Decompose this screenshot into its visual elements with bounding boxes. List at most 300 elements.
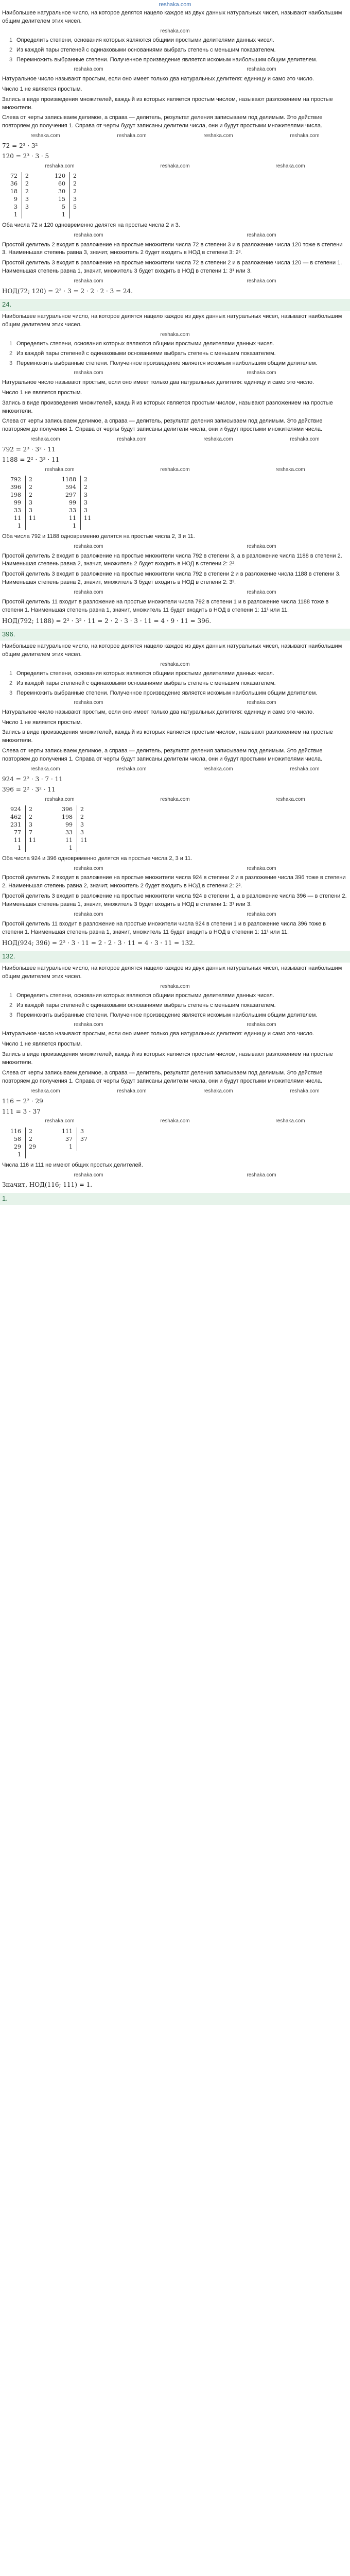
divisor-cell: 2 bbox=[77, 805, 92, 813]
watermark-text: reshaka.com bbox=[45, 1118, 75, 1124]
watermark-row bbox=[2, 865, 348, 873]
watermark-text: reshaka.com bbox=[247, 1021, 276, 1028]
watermark-text: reshaka.com bbox=[74, 1021, 103, 1028]
answer-bar: 1. bbox=[0, 1193, 350, 1205]
watermark-text: reshaka.com bbox=[275, 466, 305, 473]
watermark-text: reshaka.com bbox=[247, 370, 276, 376]
algorithm-step bbox=[9, 670, 348, 678]
watermark-text: reshaka.com bbox=[74, 544, 103, 550]
watermark-text: reshaka.com bbox=[45, 466, 75, 473]
dividend-cell: 396 bbox=[62, 806, 73, 813]
table-gap bbox=[40, 476, 58, 483]
table-row bbox=[6, 499, 95, 507]
dividend-cell: 9 bbox=[14, 196, 18, 203]
divisor-cell: 5 bbox=[70, 203, 81, 211]
table-row bbox=[6, 844, 92, 852]
analysis-paragraph: Оба числа 924 и 396 одновременно делятся на простые числа 2, 3 и 11. bbox=[2, 855, 192, 862]
factorization: 792 = 2³ · 3² · 11 bbox=[2, 445, 56, 453]
watermark-text: reshaka.com bbox=[203, 436, 233, 443]
divisor-cell: 2 bbox=[22, 188, 33, 195]
step-text: Определить степени, основания которых являются общими простыми делителями данных чисел. bbox=[16, 670, 274, 677]
empty-cell bbox=[58, 1151, 77, 1158]
watermark-text: reshaka.com bbox=[74, 1172, 103, 1178]
watermark-text: reshaka.com bbox=[247, 1172, 276, 1178]
divisor-cell bbox=[26, 522, 41, 530]
watermark-text: reshaka.com bbox=[117, 766, 147, 772]
watermark-row bbox=[2, 66, 348, 74]
step-text: Из каждой пары степеней с одинаковыми основаниями выбрать степень с меньшим показателем. bbox=[16, 350, 276, 357]
divisor-cell: 3 bbox=[26, 499, 41, 507]
watermark-text: reshaka.com bbox=[117, 133, 147, 139]
column-method: Слева от черты записываем делимое, а справа — делитель, результат деления записываем под делимым. Это действие повторяем до получения 1. Справа от черты будут записаны делители числа, они и будут простыми множителями числа. bbox=[2, 748, 323, 763]
table-gap bbox=[40, 522, 58, 530]
divisor-cell: 2 bbox=[26, 805, 41, 813]
table-row bbox=[6, 836, 92, 844]
watermark-text: reshaka.com bbox=[74, 700, 103, 706]
factorization: 116 = 2² · 29 bbox=[2, 1097, 43, 1105]
gcd-definition: Наибольшее натуральное число, на которое делятся нацело каждое из двух данных натуральных чисел, называют наибольшим общим делителем этих чисел. bbox=[2, 10, 342, 24]
watermark-row bbox=[2, 278, 348, 285]
solution-page bbox=[0, 9, 350, 1205]
answer-bar: 24. bbox=[0, 299, 350, 311]
divisor-cell bbox=[77, 1143, 92, 1151]
prime-definition: Натуральное число называют простым, если оно имеет только два натуральных делителя: единицу и само это число. bbox=[2, 75, 314, 82]
table-gap bbox=[40, 836, 58, 844]
factorization-table bbox=[6, 476, 95, 530]
dividend-cell: 116 bbox=[10, 1127, 21, 1135]
dividend-cell: 594 bbox=[65, 484, 76, 491]
dividend-cell: 1 bbox=[18, 523, 21, 530]
problem-section bbox=[2, 965, 348, 1205]
table-gap bbox=[40, 805, 58, 813]
divisor-cell: 2 bbox=[81, 483, 96, 491]
factorization-definition: Запись в виде произведения множителей, каждый из которых является простым числом, называют разложением на простые множители. bbox=[2, 1051, 333, 1066]
analysis-paragraph: Простой делитель 11 входит в разложение на простые множители числа 924 в степени 1 и в разложение числа 396 тоже в степени 1. Наименьшая степень равна 1, значит, множитель 11 будет входить в НОД в степени 1: 11¹ или 11. bbox=[2, 920, 326, 935]
table-row bbox=[6, 211, 81, 218]
watermark-text: reshaka.com bbox=[203, 133, 233, 139]
empty-cell bbox=[77, 1151, 92, 1158]
prime-definition: Натуральное число называют простым, если оно имеет только два натуральных делителя: единицу и само это число. bbox=[2, 709, 314, 715]
divisor-cell: 3 bbox=[81, 491, 96, 499]
dividend-cell: 1 bbox=[73, 523, 76, 530]
table-gap bbox=[40, 844, 58, 852]
table-gap bbox=[33, 188, 50, 195]
watermark-text: reshaka.com bbox=[160, 163, 190, 169]
divisor-cell: 3 bbox=[77, 1127, 92, 1135]
divisor-cell: 3 bbox=[22, 195, 33, 203]
dividend-cell: 1 bbox=[18, 845, 21, 851]
gcd-definition: Наибольшее натуральное число, на которое делятся нацело каждое из двух данных натуральных чисел, называют наибольшим общим делителем этих чисел. bbox=[2, 965, 342, 980]
divisor-cell: 3 bbox=[77, 821, 92, 829]
watermark-row bbox=[2, 983, 348, 991]
divisor-cell: 3 bbox=[26, 821, 41, 829]
divisor-cell: 11 bbox=[26, 514, 41, 522]
divisor-cell: 2 bbox=[26, 476, 41, 483]
step-text: Перемножить выбранные степени. Полученное произведение является искомым наибольшим общим делителем. bbox=[16, 1012, 318, 1019]
step-number: 1 bbox=[9, 341, 13, 347]
dividend-cell: 72 bbox=[10, 173, 18, 180]
analysis-paragraph: Оба числа 72 и 120 одновременно делятся на простые числа 2 и 3. bbox=[2, 222, 180, 229]
gcd-definition: Наибольшее натуральное число, на которое делятся нацело каждое из двух данных натуральных чисел, называют наибольшим общим делителем этих чисел. bbox=[2, 643, 342, 658]
watermark-text: reshaka.com bbox=[290, 436, 320, 443]
watermark-text: reshaka.com bbox=[117, 1088, 147, 1095]
watermark-text: reshaka.com bbox=[290, 133, 320, 139]
dividend-cell: 11 bbox=[65, 837, 73, 844]
divisor-cell: 2 bbox=[26, 1135, 41, 1143]
gcd-result: НОД(924; 396) = 2² · 3 · 11 = 2 · 2 · 3 · 11 = 4 · 3 · 11 = 132. bbox=[2, 939, 195, 947]
dividend-cell: 37 bbox=[65, 1135, 73, 1142]
column-method: Слева от черты записываем делимое, а справа — делитель, результат деления записываем под делимым. Это действие повторяем до получения 1. Справа от черты будут записаны делители числа, они и будут простыми множителями числа. bbox=[2, 114, 323, 129]
table-row bbox=[6, 821, 92, 829]
table-gap bbox=[40, 483, 58, 491]
table-row bbox=[6, 476, 95, 483]
algorithm-step bbox=[9, 992, 348, 1000]
step-number: 1 bbox=[9, 670, 13, 677]
table-gap bbox=[33, 195, 50, 203]
table-gap bbox=[40, 1127, 58, 1135]
watermark-text: reshaka.com bbox=[160, 1118, 190, 1124]
watermark-text: reshaka.com bbox=[203, 1088, 233, 1095]
dividend-cell: 462 bbox=[10, 814, 21, 820]
watermark-text: reshaka.com bbox=[160, 983, 190, 989]
watermark-text: reshaka.com bbox=[160, 661, 190, 667]
watermark-row bbox=[2, 661, 348, 669]
watermark-text: reshaka.com bbox=[247, 66, 276, 73]
dividend-cell: 99 bbox=[65, 821, 73, 828]
analysis-paragraph: Простой делитель 2 входит в разложение на простые множители числа 792 в степени 3, а в разложение числа 1188 в степени 2. Наименьшая степень равна 2, значит, множитель 2 будет входить в НОД в степени 2: 2². bbox=[2, 552, 342, 567]
prime-definition: Натуральное число называют простым, если оно имеет только два натуральных делителя: единицу и само это число. bbox=[2, 379, 314, 385]
watermark-row bbox=[2, 232, 348, 240]
dividend-cell: 33 bbox=[65, 829, 73, 836]
answer-bar: 132. bbox=[0, 951, 350, 963]
algorithm-step bbox=[9, 350, 348, 358]
gcd-result: Значит, НОД(116; 111) = 1. bbox=[2, 1181, 93, 1189]
prime-definition: Натуральное число называют простым, если оно имеет только два натуральных делителя: единицу и само это число. bbox=[2, 1031, 314, 1037]
watermark-row bbox=[2, 466, 348, 474]
dividend-cell: 297 bbox=[65, 492, 76, 499]
dividend-cell: 3 bbox=[14, 204, 18, 211]
divisor-cell bbox=[81, 522, 96, 530]
step-text: Из каждой пары степеней с одинаковыми основаниями выбрать степень с меньшим показателем. bbox=[16, 1002, 276, 1009]
step-number: 2 bbox=[9, 350, 13, 357]
analysis-paragraph: Простой делитель 3 входит в разложение на простые множители числа 792 в степени 2 и в разложение числа 1188 в степени 3. Наименьшая степень равна 2, значит, множитель 3 будет входить в НОД в степени 2: 3². bbox=[2, 571, 341, 586]
divisor-cell: 2 bbox=[26, 491, 41, 499]
algorithm-step bbox=[9, 360, 348, 368]
table-gap bbox=[40, 829, 58, 836]
divisor-cell: 7 bbox=[26, 829, 41, 836]
factorization-table bbox=[6, 805, 92, 852]
watermark-text: reshaka.com bbox=[117, 436, 147, 443]
watermark-row bbox=[2, 369, 348, 377]
analysis-paragraph: Числа 116 и 111 не имеют общих простых делителей. bbox=[2, 1161, 143, 1168]
divisor-cell bbox=[22, 211, 33, 218]
step-text: Перемножить выбранные степени. Полученное произведение является искомым наибольшим общим делителем. bbox=[16, 690, 318, 697]
gcd-definition: Наибольшее натуральное число, на которое делятся нацело каждое из двух данных натуральных чисел, называют наибольшим общим делителем этих чисел. bbox=[2, 313, 342, 328]
divisor-cell: 2 bbox=[70, 180, 81, 188]
table-row bbox=[6, 172, 81, 180]
algorithm-step bbox=[9, 37, 348, 45]
table-row bbox=[6, 188, 81, 195]
watermark-text: reshaka.com bbox=[247, 590, 276, 596]
dividend-cell: 1 bbox=[69, 1143, 73, 1150]
dividend-cell: 396 bbox=[10, 484, 21, 491]
step-number: 3 bbox=[9, 1012, 13, 1019]
step-text: Перемножить выбранные степени. Полученное произведение является искомым наибольшим общим делителем. bbox=[16, 360, 318, 367]
dividend-cell: 1 bbox=[18, 1151, 21, 1158]
watermark-row bbox=[2, 589, 348, 597]
divisor-cell bbox=[70, 211, 81, 218]
algorithm-step bbox=[9, 1002, 348, 1010]
algorithm-step bbox=[9, 680, 348, 688]
divisor-cell: 3 bbox=[26, 507, 41, 514]
dividend-cell: 5 bbox=[62, 204, 65, 211]
watermark-text: reshaka.com bbox=[247, 912, 276, 918]
step-text: Из каждой пары степеней с одинаковыми основаниями выбрать степень с меньшим показателем. bbox=[16, 47, 276, 54]
problem-section bbox=[2, 9, 348, 311]
watermark-text: reshaka.com bbox=[30, 766, 60, 772]
dividend-cell: 30 bbox=[58, 188, 65, 195]
algorithm-step bbox=[9, 689, 348, 698]
step-number: 2 bbox=[9, 680, 13, 687]
divisor-cell: 11 bbox=[26, 836, 41, 844]
divisor-cell bbox=[26, 1151, 41, 1158]
factorization-definition: Запись в виде произведения множителей, каждый из которых является простым числом, называют разложением на простые множители. bbox=[2, 729, 333, 744]
table-gap bbox=[33, 211, 50, 218]
table-gap bbox=[40, 507, 58, 514]
watermark-row bbox=[2, 132, 348, 140]
factorization-definition: Запись в виде произведения множителей, каждый из которых является простым числом, называют разложением на простые множители. bbox=[2, 96, 333, 111]
table-row bbox=[6, 483, 95, 491]
watermark-text: reshaka.com bbox=[74, 232, 103, 239]
watermark-text: reshaka.com bbox=[74, 865, 103, 871]
table-gap bbox=[33, 180, 50, 188]
factorization-definition: Запись в виде произведения множителей, каждый из которых является простым числом, называют разложением на простые множители. bbox=[2, 399, 333, 414]
column-method: Слева от черты записываем делимое, а справа — делитель, результат деления записываем под делимым. Это действие повторяем до получения 1. Справа от черты будут записаны делители числа, они и будут простыми множителями числа. bbox=[2, 418, 323, 433]
factorization: 1188 = 2² · 3³ · 11 bbox=[2, 456, 60, 464]
watermark-text: reshaka.com bbox=[247, 865, 276, 871]
divisor-cell: 2 bbox=[26, 1127, 41, 1135]
divisor-cell bbox=[77, 844, 92, 852]
dividend-cell: 1188 bbox=[62, 476, 76, 483]
dividend-cell: 77 bbox=[14, 829, 21, 836]
step-number: 2 bbox=[9, 1002, 13, 1009]
divisor-cell: 2 bbox=[70, 188, 81, 195]
table-row bbox=[6, 491, 95, 499]
watermark-text: reshaka.com bbox=[247, 232, 276, 239]
step-number: 1 bbox=[9, 37, 13, 44]
dividend-cell: 924 bbox=[10, 806, 21, 813]
table-gap bbox=[40, 514, 58, 522]
dividend-cell: 60 bbox=[58, 180, 65, 188]
watermark-row bbox=[2, 163, 348, 171]
divisor-cell: 3 bbox=[22, 203, 33, 211]
one-not-prime: Число 1 не является простым. bbox=[2, 86, 82, 92]
table-gap bbox=[33, 172, 50, 180]
table-row bbox=[6, 522, 95, 530]
watermark-row bbox=[2, 1172, 348, 1180]
watermark-text: reshaka.com bbox=[45, 796, 75, 802]
column-method: Слева от черты записываем делимое, а справа — делитель, результат деления записываем под делимым. Это действие повторяем до получения 1. Справа от черты будут записаны делители числа, они и будут простыми множителями числа. bbox=[2, 1070, 323, 1085]
divisor-cell: 2 bbox=[77, 813, 92, 821]
watermark-text: reshaka.com bbox=[160, 28, 190, 34]
watermark-text: reshaka.com bbox=[275, 1118, 305, 1124]
watermark-text: reshaka.com bbox=[30, 133, 60, 139]
table-row bbox=[6, 829, 92, 836]
divisor-cell: 2 bbox=[26, 483, 41, 491]
dividend-cell: 11 bbox=[69, 515, 76, 522]
table-row bbox=[6, 203, 81, 211]
table-row bbox=[6, 195, 81, 203]
step-number: 3 bbox=[9, 360, 13, 367]
divisor-cell: 2 bbox=[22, 180, 33, 188]
watermark-text: reshaka.com bbox=[275, 163, 305, 169]
watermark-row bbox=[2, 436, 348, 444]
divisor-cell: 11 bbox=[81, 514, 96, 522]
dividend-cell: 1 bbox=[14, 211, 18, 218]
table-row bbox=[6, 1127, 92, 1135]
step-number: 2 bbox=[9, 47, 13, 54]
step-number: 3 bbox=[9, 690, 13, 697]
dividend-cell: 198 bbox=[10, 492, 21, 499]
watermark-row bbox=[2, 699, 348, 707]
answer-bar: 396. bbox=[0, 629, 350, 641]
watermark-text: reshaka.com bbox=[45, 163, 75, 169]
divisor-cell: 29 bbox=[26, 1143, 41, 1151]
dividend-cell: 198 bbox=[62, 814, 73, 820]
factorization-table bbox=[6, 1127, 92, 1158]
table-gap bbox=[40, 821, 58, 829]
divisor-cell: 3 bbox=[77, 829, 92, 836]
watermark-text: reshaka.com bbox=[30, 436, 60, 443]
one-not-prime: Число 1 не является простым. bbox=[2, 719, 82, 726]
watermark-text: reshaka.com bbox=[160, 466, 190, 473]
divisor-cell: 3 bbox=[81, 507, 96, 514]
watermark-row bbox=[2, 1088, 348, 1096]
watermark-row bbox=[2, 911, 348, 919]
watermark-text: reshaka.com bbox=[247, 700, 276, 706]
table-row bbox=[6, 514, 95, 522]
problem-section bbox=[2, 313, 348, 641]
divisor-cell: 2 bbox=[81, 476, 96, 483]
dividend-cell: 99 bbox=[69, 499, 76, 507]
factorization: 396 = 2² · 3² · 11 bbox=[2, 786, 56, 794]
watermark-row bbox=[2, 1021, 348, 1029]
watermark-text: reshaka.com bbox=[30, 1088, 60, 1095]
algorithm-step bbox=[9, 340, 348, 348]
watermark-text: reshaka.com bbox=[74, 66, 103, 73]
factorization: 111 = 3 · 37 bbox=[2, 1108, 41, 1115]
step-text: Определить степени, основания которых являются общими простыми делителями данных чисел. bbox=[16, 341, 274, 347]
step-text: Определить степени, основания которых являются общими простыми делителями данных чисел. bbox=[16, 37, 274, 44]
watermark-row bbox=[2, 1118, 348, 1125]
table-row bbox=[6, 813, 92, 821]
dividend-cell: 99 bbox=[14, 499, 21, 507]
dividend-cell: 18 bbox=[10, 188, 18, 195]
algorithm-step bbox=[9, 46, 348, 55]
table-row bbox=[6, 1143, 92, 1151]
site-link[interactable]: reshaka.com bbox=[159, 2, 191, 8]
factorization: 924 = 2² · 3 · 7 · 11 bbox=[2, 775, 63, 783]
watermark-row bbox=[2, 28, 348, 36]
table-row bbox=[6, 805, 92, 813]
analysis-paragraph: Простой делитель 11 входит в разложение на простые множители числа 792 в степени 1 и в разложение числа 1188 тоже в степени 1. Наименьшая степень равна 1, значит, множитель 11 будет входить в НОД в степени 1: 11¹ или 11. bbox=[2, 598, 329, 613]
divisor-cell bbox=[26, 844, 41, 852]
table-row bbox=[6, 507, 95, 514]
gcd-result: НОД(792; 1188) = 2² · 3² · 11 = 2 · 2 · 3 · 3 · 11 = 4 · 9 · 11 = 396. bbox=[2, 617, 212, 625]
gcd-result: НОД(72; 120) = 2³ · 3 = 2 · 2 · 2 · 3 = 24. bbox=[2, 287, 133, 295]
dividend-cell: 11 bbox=[14, 837, 21, 844]
dividend-cell: 111 bbox=[62, 1127, 73, 1135]
table-row bbox=[6, 1135, 92, 1143]
step-text: Перемножить выбранные степени. Полученное произведение является искомым наибольшим общим делителем. bbox=[16, 57, 318, 63]
watermark-row bbox=[2, 331, 348, 339]
table-gap bbox=[40, 1143, 58, 1151]
dividend-cell: 120 bbox=[55, 173, 65, 180]
analysis-paragraph: Простой делитель 2 входит в разложение на простые множители числа 924 в степени 2 и в разложение числа 396 тоже в степени 2. Наименьшая степень равна 2, значит, множитель 2 будет входить в НОД в степени 2: 2². bbox=[2, 874, 346, 889]
watermark-text: reshaka.com bbox=[74, 370, 103, 376]
watermark-text: reshaka.com bbox=[160, 331, 190, 338]
watermark-text: reshaka.com bbox=[74, 590, 103, 596]
problem-section bbox=[2, 643, 348, 963]
table-row bbox=[6, 180, 81, 188]
watermark-text: reshaka.com bbox=[247, 278, 276, 284]
divisor-cell: 11 bbox=[77, 836, 92, 844]
one-not-prime: Число 1 не является простым. bbox=[2, 1041, 82, 1048]
dividend-cell: 231 bbox=[10, 821, 21, 828]
divisor-cell: 37 bbox=[77, 1135, 92, 1143]
dividend-cell: 792 bbox=[10, 476, 21, 483]
dividend-cell: 1 bbox=[62, 211, 65, 218]
algorithm-step bbox=[9, 1012, 348, 1020]
dividend-cell: 33 bbox=[69, 507, 76, 514]
table-gap bbox=[40, 813, 58, 821]
factorization: 72 = 2³ · 3² bbox=[2, 142, 38, 149]
step-number: 3 bbox=[9, 57, 13, 63]
algorithm-step bbox=[9, 56, 348, 64]
dividend-cell: 11 bbox=[14, 515, 21, 522]
analysis-paragraph: Оба числа 792 и 1188 одновременно делятся на простые числа 2, 3 и 11. bbox=[2, 533, 195, 540]
watermark-row bbox=[2, 543, 348, 551]
divisor-cell: 2 bbox=[70, 172, 81, 180]
divisor-cell: 2 bbox=[26, 813, 41, 821]
factorization-table bbox=[6, 172, 81, 218]
watermark-text: reshaka.com bbox=[74, 912, 103, 918]
analysis-paragraph: Простой делитель 3 входит в разложение на простые множители числа 924 в степени 1, а в разложение числа 396 — в степени 2. Наименьшая степень равна 1, значит, множитель 3 будет входить в НОД в степени 1: 3¹ или 3. bbox=[2, 893, 347, 908]
watermark-text: reshaka.com bbox=[74, 278, 103, 284]
watermark-text: reshaka.com bbox=[290, 1088, 320, 1095]
factorization: 120 = 2³ · 3 · 5 bbox=[2, 153, 49, 160]
watermark-row bbox=[2, 796, 348, 804]
table-gap bbox=[40, 1151, 58, 1158]
dividend-cell: 58 bbox=[14, 1135, 21, 1142]
watermark-row bbox=[2, 766, 348, 773]
dividend-cell: 36 bbox=[10, 180, 18, 188]
analysis-paragraph: Простой делитель 2 входит в разложение на простые множители числа 72 в степени 3 и в разложение числа 120 тоже в степени 3. Наименьшая степень равна 3, значит, множитель 2 будет входить в НОД в степени 3: 2³. bbox=[2, 241, 343, 256]
table-gap bbox=[40, 491, 58, 499]
site-header bbox=[0, 0, 350, 9]
divisor-cell: 2 bbox=[22, 172, 33, 180]
dividend-cell: 29 bbox=[14, 1143, 21, 1150]
dividend-cell: 15 bbox=[58, 196, 65, 203]
step-text: Из каждой пары степеней с одинаковыми основаниями выбрать степень с меньшим показателем. bbox=[16, 680, 276, 687]
one-not-prime: Число 1 не является простым. bbox=[2, 389, 82, 396]
table-gap bbox=[33, 203, 50, 211]
table-gap bbox=[40, 1135, 58, 1143]
watermark-text: reshaka.com bbox=[160, 796, 190, 802]
divisor-cell: 3 bbox=[81, 499, 96, 507]
step-number: 1 bbox=[9, 992, 13, 999]
watermark-text: reshaka.com bbox=[247, 544, 276, 550]
